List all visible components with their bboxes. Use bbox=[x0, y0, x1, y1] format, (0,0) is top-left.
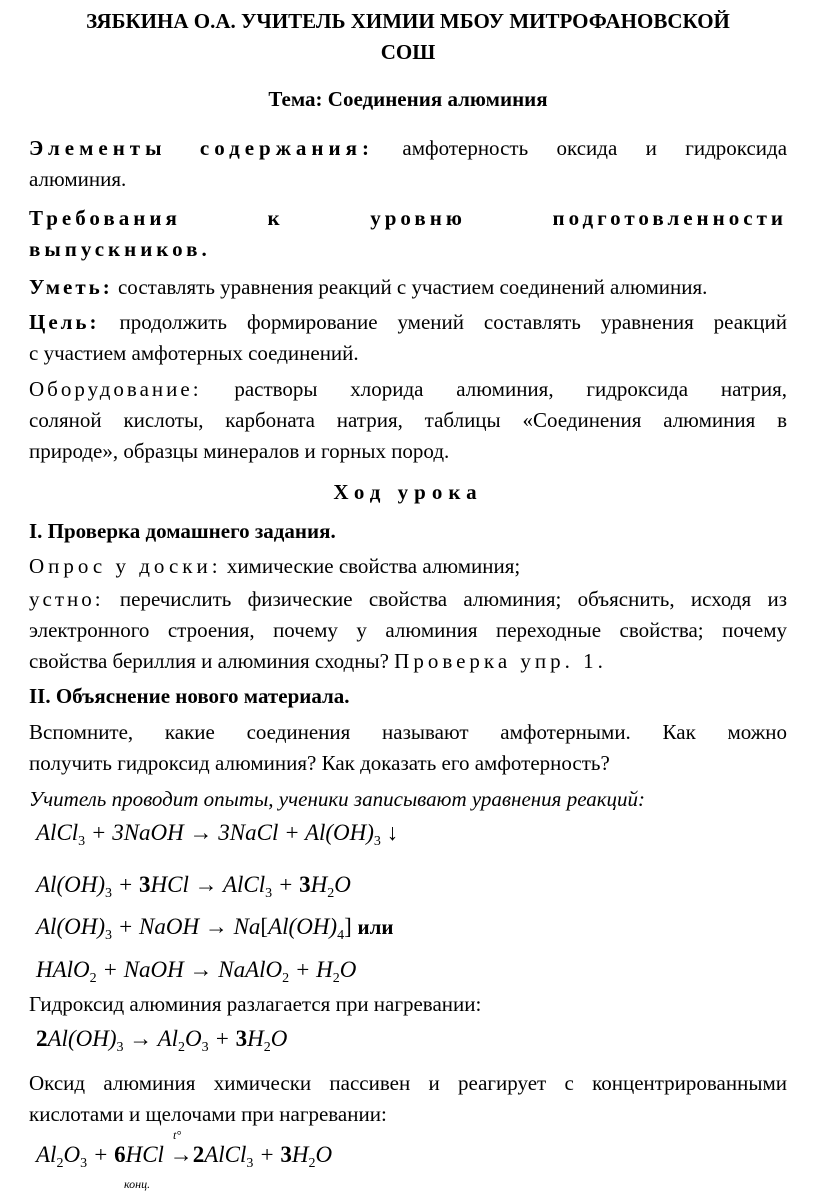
equation-2: $Al(OH)_3 + 3HCl$ → AlCl$_3$ + $3H_2O$ bbox=[36, 872, 351, 901]
teacher-note: Учитель проводит опыты, ученики записывают уравнения реакций: bbox=[29, 787, 646, 811]
elements-text: амфотерность оксида и гидроксида bbox=[402, 136, 788, 160]
elements-text-end: алюминия. bbox=[29, 167, 127, 191]
skill-label: Уметь: bbox=[29, 275, 113, 299]
title-line-2: СОШ bbox=[380, 40, 436, 64]
check-label: Проверка упр. 1. bbox=[394, 649, 607, 673]
oral-text-1: перечислить физические свойства алюминия; объяснить, исходя из bbox=[119, 587, 787, 611]
section-2-title: II. Объяснение нового материала. bbox=[29, 684, 350, 708]
goal-text: продолжить формирование умений составлять уравнения реакций bbox=[119, 310, 787, 334]
oral-paragraph bbox=[29, 584, 787, 677]
section-1-title: I. Проверка домашнего задания. bbox=[29, 519, 336, 543]
survey-label: Опрос у доски: bbox=[29, 554, 222, 578]
concentrated-mark: конц. bbox=[124, 1177, 151, 1191]
temperature-mark: t° bbox=[173, 1128, 182, 1142]
requirements-line-1: Требования к уровню подготовленности bbox=[29, 206, 787, 230]
oxide-text-2: кислотами и щелочами при нагревании: bbox=[29, 1102, 387, 1126]
elements-paragraph bbox=[29, 133, 787, 195]
equation-6: $Al_2O_3 + 6HCl$ →2AlCl$_3$ + $3H_2O$ bbox=[36, 1142, 333, 1171]
decompose-text: Гидроксид алюминия разлагается при нагревании: bbox=[29, 992, 482, 1016]
equation-4: HAlO$_2$ + NaOH → NaAlO$_2$ + $H_2O$ bbox=[36, 957, 357, 986]
equipment-label: Оборудование: bbox=[29, 377, 202, 401]
goal-label: Цель: bbox=[29, 310, 100, 334]
goal-text-end: с участием амфотерных соединений. bbox=[29, 341, 359, 365]
lesson-heading: Ход урока bbox=[333, 480, 483, 504]
requirements-line-2: выпускников. bbox=[29, 237, 211, 261]
or-word: или bbox=[357, 915, 394, 939]
requirements-paragraph bbox=[29, 203, 787, 265]
topic-heading: Тема: Соединения алюминия bbox=[268, 87, 548, 111]
oral-text-2: электронного строения, почему у алюминия переходные свойства; почему bbox=[29, 618, 787, 642]
equipment-text-2: соляной кислоты, карбоната натрия, таблицы «Соединения алюминия в bbox=[29, 408, 787, 432]
equation-5: $2Al(OH)_3 \to Al_2O_3 + 3H_2O$ bbox=[36, 1026, 288, 1055]
page-title bbox=[29, 6, 787, 68]
oxide-paragraph bbox=[29, 1068, 787, 1130]
goal-paragraph bbox=[29, 307, 787, 369]
explain-paragraph bbox=[29, 717, 787, 779]
elements-label: Элементы содержания: bbox=[29, 136, 374, 160]
equipment-paragraph bbox=[29, 374, 787, 467]
survey-text: химические свойства алюминия; bbox=[226, 554, 521, 578]
oral-label: устно: bbox=[29, 587, 104, 611]
equation-3: $Al(OH)_3$ + NaOH → $Na[Al(OH)_4]$ или bbox=[36, 914, 394, 943]
skill-text: составлять уравнения реакций с участием соединений алюминия. bbox=[117, 275, 708, 299]
equipment-text-1: растворы хлорида алюминия, гидроксида натрия, bbox=[234, 377, 787, 401]
skill-paragraph bbox=[29, 272, 787, 303]
title-line-1: ЗЯБКИНА О.А. УЧИТЕЛЬ ХИМИИ МБОУ МИТРОФАНОВСКОЙ bbox=[86, 9, 730, 33]
equation-1: AlCl$_3$ + 3NaOH → 3NaCl + $Al(OH)_3$ ↓ bbox=[36, 820, 399, 849]
oxide-text-1: Оксид алюминия химически пассивен и реагирует с концентрированными bbox=[29, 1071, 787, 1095]
oral-text-3: свойства бериллия и алюминия сходны? bbox=[29, 649, 389, 673]
equipment-text-3: природе», образцы минералов и горных пород. bbox=[29, 439, 450, 463]
survey-paragraph bbox=[29, 551, 787, 582]
explain-text-2: получить гидроксид алюминия? Как доказать его амфотерность? bbox=[29, 751, 610, 775]
explain-text-1: Вспомните, какие соединения называют амфотерными. Как можно bbox=[29, 720, 787, 744]
